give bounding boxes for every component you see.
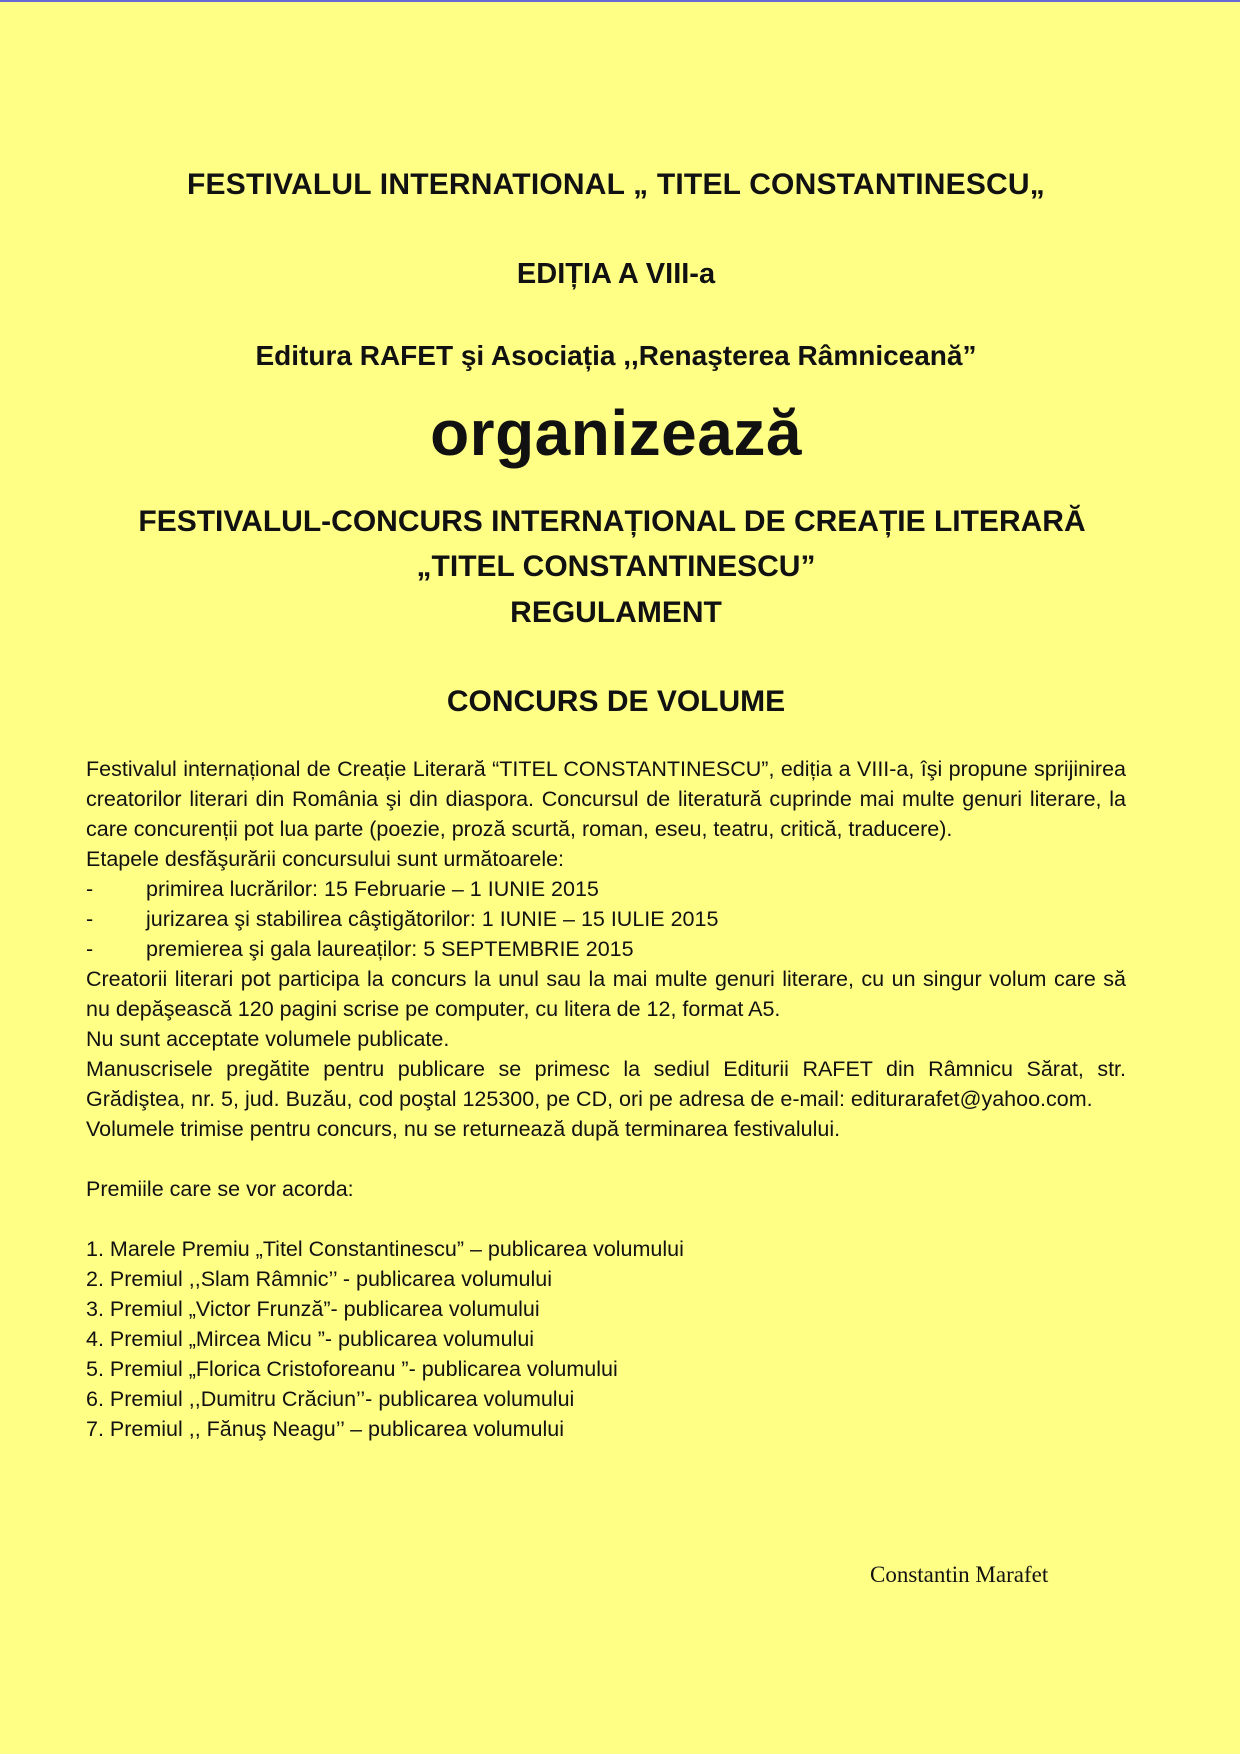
festival-title: FESTIVALUL INTERNATIONAL „ TITEL CONSTANTINESCU„	[187, 168, 1045, 201]
no-return-line: Volumele trimise pentru concurs, nu se returnează după terminarea festivalului.	[86, 1117, 841, 1141]
list-item-text: primirea lucrărilor: 15 Februarie – 1 IUNIE 2015	[146, 877, 599, 901]
list-item	[86, 904, 1126, 934]
edition-heading: EDIȚIA A VIII-a	[516, 258, 716, 290]
prize-item: 3. Premiul „Victor Frunză”- publicarea volumului	[86, 1297, 540, 1321]
prize-item: 5. Premiul „Florica Cristoforeanu ”- publicarea volumului	[86, 1357, 618, 1381]
contest-title: FESTIVALUL-CONCURS INTERNAȚIONAL DE CREAȚIE LITERARĂ	[138, 505, 1086, 538]
section-heading: CONCURS DE VOLUME	[446, 685, 786, 718]
prize-item: 1. Marele Premiu „Titel Constantinescu” – publicarea volumului	[86, 1237, 684, 1261]
not-accepted-line: Nu sunt acceptate volumele publicate.	[86, 1027, 450, 1051]
signature: Constantin Marafet	[870, 1562, 1049, 1587]
list-dash: -	[86, 907, 94, 931]
manuscripts-paragraph: Manuscrisele pregătite pentru publicare se primesc la sediul Editurii RAFET din Râmnicu Sărat, str. Grădiştea, nr. 5, jud. Buzău, cod poştal 125300, pe CD, ori pe adresa de e-mail: editurarafet@yahoo.com.	[86, 1057, 1126, 1111]
participation-paragraph: Creatorii literari pot participa la concurs la unul sau la mai multe genuri literare, cu un singur volum care să nu depăşească 120 pagini scrise pe computer, cu litera de 12, format A5.	[86, 967, 1126, 1021]
prize-item: 4. Premiul „Mircea Micu ”- publicarea volumului	[86, 1327, 535, 1351]
regulations-heading: REGULAMENT	[510, 596, 722, 629]
organizers-line: Editura RAFET şi Asociația ,,Renaşterea Râmniceană”	[255, 340, 977, 371]
list-item	[86, 934, 1126, 964]
intro-paragraph: Festivalul internațional de Creație Literară “TITEL CONSTANTINESCU”, ediția a VIII-a, îşi propune sprijinirea creatorilor literari din România şi din diaspora. Concursul de literatură cuprinde mai multe genuri literare, la care concurenții pot lua parte (poezie, proză scurtă, roman, eseu, teatru, critică, traducere).	[86, 757, 1126, 841]
spacer	[86, 1144, 1126, 1174]
stages-heading: Etapele desfăşurării concursului sunt următoarele:	[86, 847, 565, 871]
list-item-text: premierea şi gala laureaților: 5 SEPTEMBRIE 2015	[146, 937, 634, 961]
spacer	[86, 1204, 1126, 1234]
organizes-heading: organizează	[430, 397, 802, 469]
list-dash: -	[86, 877, 94, 901]
prizes-list	[86, 1234, 1126, 1444]
contest-name: „TITEL CONSTANTINESCU”	[416, 550, 816, 583]
list-item	[86, 874, 1126, 904]
prize-item: 7. Premiul ,, Fănuş Neagu’’ – publicarea volumului	[86, 1417, 565, 1441]
list-item-text: jurizarea şi stabilirea câştigătorilor: 1 IUNIE – 15 IULIE 2015	[146, 907, 719, 931]
stages-list	[86, 874, 1126, 964]
prize-item: 2. Premiul ,,Slam Râmnic’’ - publicarea volumului	[86, 1267, 553, 1291]
body-text	[86, 754, 1126, 1444]
list-dash: -	[86, 937, 94, 961]
prizes-heading: Premiile care se vor acorda:	[86, 1177, 354, 1201]
prize-item: 6. Premiul ,,Dumitru Crăciun’’- publicarea volumului	[86, 1387, 575, 1411]
